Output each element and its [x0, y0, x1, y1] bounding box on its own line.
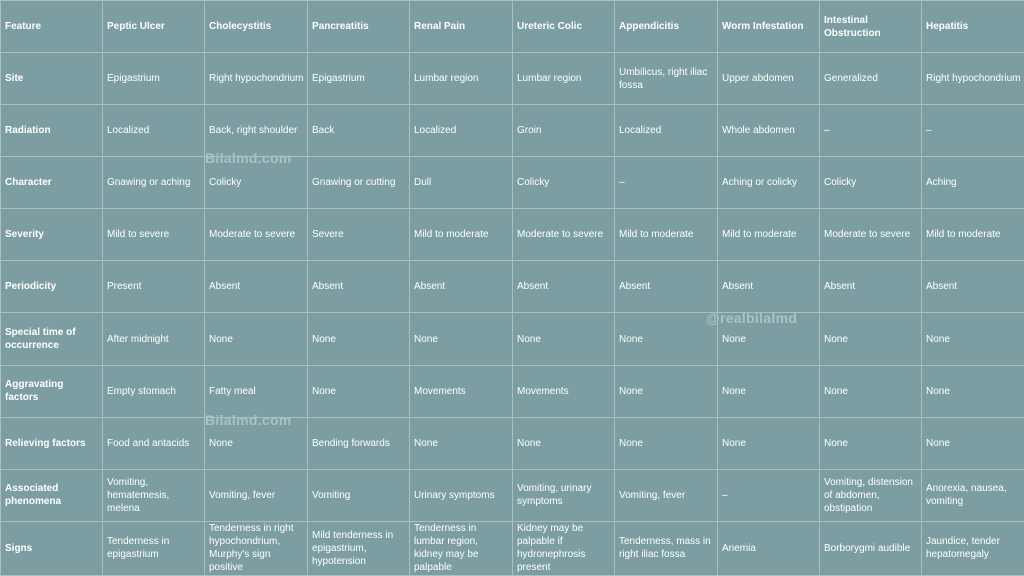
table-cell: Vomiting, urinary symptoms: [513, 469, 615, 521]
table-cell: None: [922, 365, 1024, 417]
table-cell: Gnawing or aching: [103, 157, 205, 209]
table-cell: Kidney may be palpable if hydronephrosis present: [513, 521, 615, 575]
table-row: [1, 365, 1024, 417]
header-cell-renal-pain: Renal Pain: [410, 1, 513, 53]
table-cell: Vomiting, fever: [205, 469, 308, 521]
table-cell: Localized: [615, 105, 718, 157]
table-cell: Epigastrium: [308, 53, 410, 105]
table-cell: None: [820, 365, 922, 417]
table-cell: Dull: [410, 157, 513, 209]
table-cell: Groin: [513, 105, 615, 157]
table-row: [1, 157, 1024, 209]
table-cell: None: [205, 417, 308, 469]
table-cell: Right hypochondrium: [922, 53, 1024, 105]
table-cell: None: [615, 417, 718, 469]
table-cell: –: [820, 105, 922, 157]
table-cell: Moderate to severe: [820, 209, 922, 261]
table-cell: Colicky: [205, 157, 308, 209]
table-cell: Epigastrium: [103, 53, 205, 105]
table-cell: Localized: [410, 105, 513, 157]
row-label: Character: [1, 157, 103, 209]
table-row: [1, 469, 1024, 521]
table-cell: Anorexia, nausea, vomiting: [922, 469, 1024, 521]
header-cell-cholecystitis: Cholecystitis: [205, 1, 308, 53]
table-cell: Tenderness in lumbar region, kidney may be palpable: [410, 521, 513, 575]
table-row: [1, 209, 1024, 261]
row-label: Signs: [1, 521, 103, 575]
row-label: Site: [1, 53, 103, 105]
table-cell: Aching: [922, 157, 1024, 209]
table-cell: Aching or colicky: [718, 157, 820, 209]
table-row: [1, 417, 1024, 469]
row-label: Associated phenomena: [1, 469, 103, 521]
table-cell: Mild to moderate: [410, 209, 513, 261]
table-row: [1, 313, 1024, 365]
table-cell: Movements: [410, 365, 513, 417]
table-cell: None: [718, 313, 820, 365]
table-cell: Moderate to severe: [205, 209, 308, 261]
table-cell: –: [718, 469, 820, 521]
table-cell: Anemia: [718, 521, 820, 575]
table-cell: None: [513, 313, 615, 365]
header-cell-intestinal-obstruction: Intestinal Obstruction: [820, 1, 922, 53]
table-cell: None: [205, 313, 308, 365]
table-cell: Umbilicus, right iliac fossa: [615, 53, 718, 105]
table-cell: Vomiting: [308, 469, 410, 521]
watermark: Bilalmd.com: [205, 412, 292, 428]
table-row: [1, 261, 1024, 313]
table-cell: Absent: [308, 261, 410, 313]
watermark: Bilalmd.com: [205, 150, 292, 166]
table-cell: Severe: [308, 209, 410, 261]
table-cell: Absent: [205, 261, 308, 313]
table-cell: Urinary symptoms: [410, 469, 513, 521]
row-label: Periodicity: [1, 261, 103, 313]
table-cell: Tenderness in epigastrium: [103, 521, 205, 575]
table-cell: Upper abdomen: [718, 53, 820, 105]
table-cell: Vomiting, hematemesis, melena: [103, 469, 205, 521]
table-body: [1, 53, 1024, 576]
table-cell: Back, right shoulder: [205, 105, 308, 157]
table-cell: None: [718, 365, 820, 417]
table-cell: Moderate to severe: [513, 209, 615, 261]
table-cell: None: [615, 313, 718, 365]
table-cell: Colicky: [820, 157, 922, 209]
table-cell: None: [718, 417, 820, 469]
table-cell: Mild to severe: [103, 209, 205, 261]
table-cell: None: [410, 417, 513, 469]
table-cell: –: [615, 157, 718, 209]
table-cell: None: [410, 313, 513, 365]
table-cell: None: [820, 417, 922, 469]
table-cell: Bending forwards: [308, 417, 410, 469]
table-cell: After midnight: [103, 313, 205, 365]
table-cell: Lumbar region: [410, 53, 513, 105]
table-cell: Food and antacids: [103, 417, 205, 469]
table-cell: Present: [103, 261, 205, 313]
table-cell: Movements: [513, 365, 615, 417]
header-cell-hepatitis: Hepatitis: [922, 1, 1024, 53]
table-cell: Absent: [922, 261, 1024, 313]
table-cell: Absent: [718, 261, 820, 313]
table-cell: Mild to moderate: [718, 209, 820, 261]
table-cell: Tenderness in right hypochondrium, Murphy's sign positive: [205, 521, 308, 575]
table-cell: Right hypochondrium: [205, 53, 308, 105]
header-cell-peptic-ulcer: Peptic Ulcer: [103, 1, 205, 53]
table-cell: Vomiting, distension of abdomen, obstipation: [820, 469, 922, 521]
table-cell: Mild to moderate: [922, 209, 1024, 261]
table-cell: Jaundice, tender hepatomegaly: [922, 521, 1024, 575]
table-cell: –: [922, 105, 1024, 157]
table-cell: Colicky: [513, 157, 615, 209]
table-cell: Mild tenderness in epigastrium, hypotension: [308, 521, 410, 575]
header-cell-feature: Feature: [1, 1, 103, 53]
row-label: Severity: [1, 209, 103, 261]
table-cell: None: [820, 313, 922, 365]
table-cell: Absent: [410, 261, 513, 313]
table-cell: Generalized: [820, 53, 922, 105]
table-cell: None: [922, 313, 1024, 365]
table-cell: Lumbar region: [513, 53, 615, 105]
table-cell: None: [615, 365, 718, 417]
row-label: Aggravating factors: [1, 365, 103, 417]
table-row: [1, 53, 1024, 105]
table-cell: Tenderness, mass in right iliac fossa: [615, 521, 718, 575]
table-cell: Back: [308, 105, 410, 157]
table-row: [1, 521, 1024, 575]
table-cell: Fatty meal: [205, 365, 308, 417]
table-cell: Absent: [513, 261, 615, 313]
table-cell: Absent: [820, 261, 922, 313]
row-label: Relieving factors: [1, 417, 103, 469]
header-cell-appendicitis: Appendicitis: [615, 1, 718, 53]
table-cell: Gnawing or cutting: [308, 157, 410, 209]
header-cell-worm-infestation: Worm Infestation: [718, 1, 820, 53]
row-label: Special time of occurrence: [1, 313, 103, 365]
table-cell: Empty stomach: [103, 365, 205, 417]
watermark: @realbilalmd: [706, 310, 798, 326]
table-cell: None: [308, 365, 410, 417]
table-cell: Mild to moderate: [615, 209, 718, 261]
table-cell: Absent: [615, 261, 718, 313]
row-label: Radiation: [1, 105, 103, 157]
table-cell: Vomiting, fever: [615, 469, 718, 521]
table-cell: None: [513, 417, 615, 469]
table-cell: Localized: [103, 105, 205, 157]
table-cell: Whole abdomen: [718, 105, 820, 157]
header-cell-pancreatitis: Pancreatitis: [308, 1, 410, 53]
table-cell: None: [308, 313, 410, 365]
header-row: [1, 1, 1024, 53]
table-cell: None: [922, 417, 1024, 469]
header-cell-ureteric-colic: Ureteric Colic: [513, 1, 615, 53]
table-cell: Borborygmi audible: [820, 521, 922, 575]
table-row: [1, 105, 1024, 157]
